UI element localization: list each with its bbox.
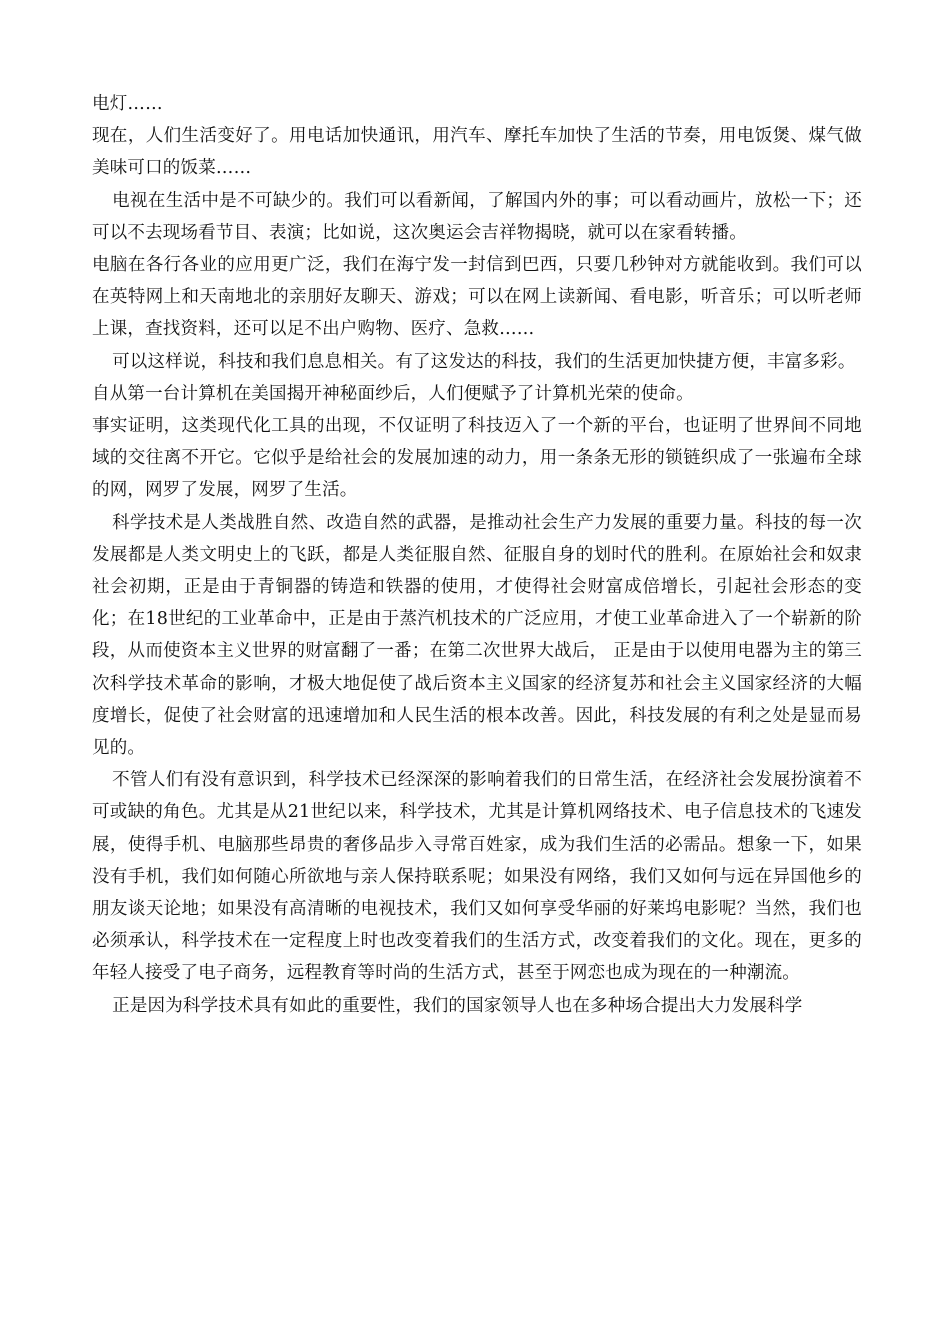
body-text [92, 88, 862, 1022]
paragraph-8: 科学技术是人类战胜自然、改造自然的武器，是推动社会生产力发展的重要力量。科技的每一次发展都是人类文明史上的飞跃，都是人类征服自然、征服自身的划时代的胜利。在原始社会和奴隶社会初期，正是由于青铜器的铸造和铁器的使用，才使得社会财富成倍增长，引起社会形态的变化；在18世纪的工业革命中，正是由于蒸汽机技术的广泛应用，才使工业革命进入了一个崭新的阶段，从而使资本主义世界的财富翻了一番；在第二次世界大战后， 正是由于以使用电器为主的第三次科学技术革命的影响，才极大地促使了战后资本主义国家的经济复苏和社会主义国家经济的大幅度增长，促使了社会财富的迅速增加和人民生活的根本改善。因此，科技发展的有利之处是显而易见的。 [92, 512, 862, 759]
paragraph-7: 事实证明，这类现代化工具的出现，不仅证明了科技迈入了一个新的平台，也证明了世界间不同地域的交往离不开它。它似乎是给社会的发展加速的动力，用一条条无形的锁链织成了一张遍布全球的网，网罗了发展，网罗了生活。 [92, 416, 862, 501]
paragraph-4: 电脑在各行各业的应用更广泛，我们在海宁发一封信到巴西，只要几秒钟对方就能收到。我们可以在英特网上和天南地北的亲朋好友聊天、游戏；可以在网上读新闻、看电影，听音乐；可以听老师上课，查找资料，还可以足不出户购物、医疗、急救…… [92, 255, 862, 340]
paragraph-10: 正是因为科学技术具有如此的重要性，我们的国家领导人也在多种场合提出大力发展科学 [112, 995, 803, 1016]
paragraph-1: 电灯…… [92, 94, 163, 114]
paragraph-3: 电视在生活中是不可缺少的。我们可以看新闻，了解国内外的事；可以看动画片，放松一下；还可以不去现场看节目、表演；比如说，这次奥运会吉祥物揭晓，就可以在家看转播。 [92, 190, 862, 243]
paragraph-2: 现在，人们生活变好了。用电话加快通讯，用汽车、摩托车加快了生活的节奏，用电饭煲、煤气做美味可口的饭菜…… [92, 126, 862, 179]
paragraph-5: 可以这样说，科技和我们息息相关。有了这发达的科技，我们的生活更加快捷方便，丰富多彩。 [112, 351, 856, 372]
paragraph-9: 不管人们有没有意识到，科学技术已经深深的影响着我们的日常生活，在经济社会发展扮演着不可或缺的角色。尤其是从21世纪以来，科学技术，尤其是计算机网络技术、电子信息技术的飞速发展，使得手机、电脑那些昂贵的奢侈品步入寻常百姓家，成为我们生活的必需品。想象一下，如果没有手机，我们如何随心所欲地与亲人保持联系呢；如果没有网络，我们又如何与远在异国他乡的朋友谈天论地；如果没有高清晰的电视技术，我们又如何享受华丽的好莱坞电影呢？当然，我们也必须承认，科学技术在一定程度上时也改变着我们的生活方式，改变着我们的文化。现在，更多的年轻人接受了电子商务，远程教育等时尚的生活方式，甚至于网恋也成为现在的一种潮流。 [92, 770, 862, 984]
paragraph-6: 自从第一台计算机在美国揭开神秘面纱后，人们便赋予了计算机光荣的使命。 [92, 383, 694, 404]
